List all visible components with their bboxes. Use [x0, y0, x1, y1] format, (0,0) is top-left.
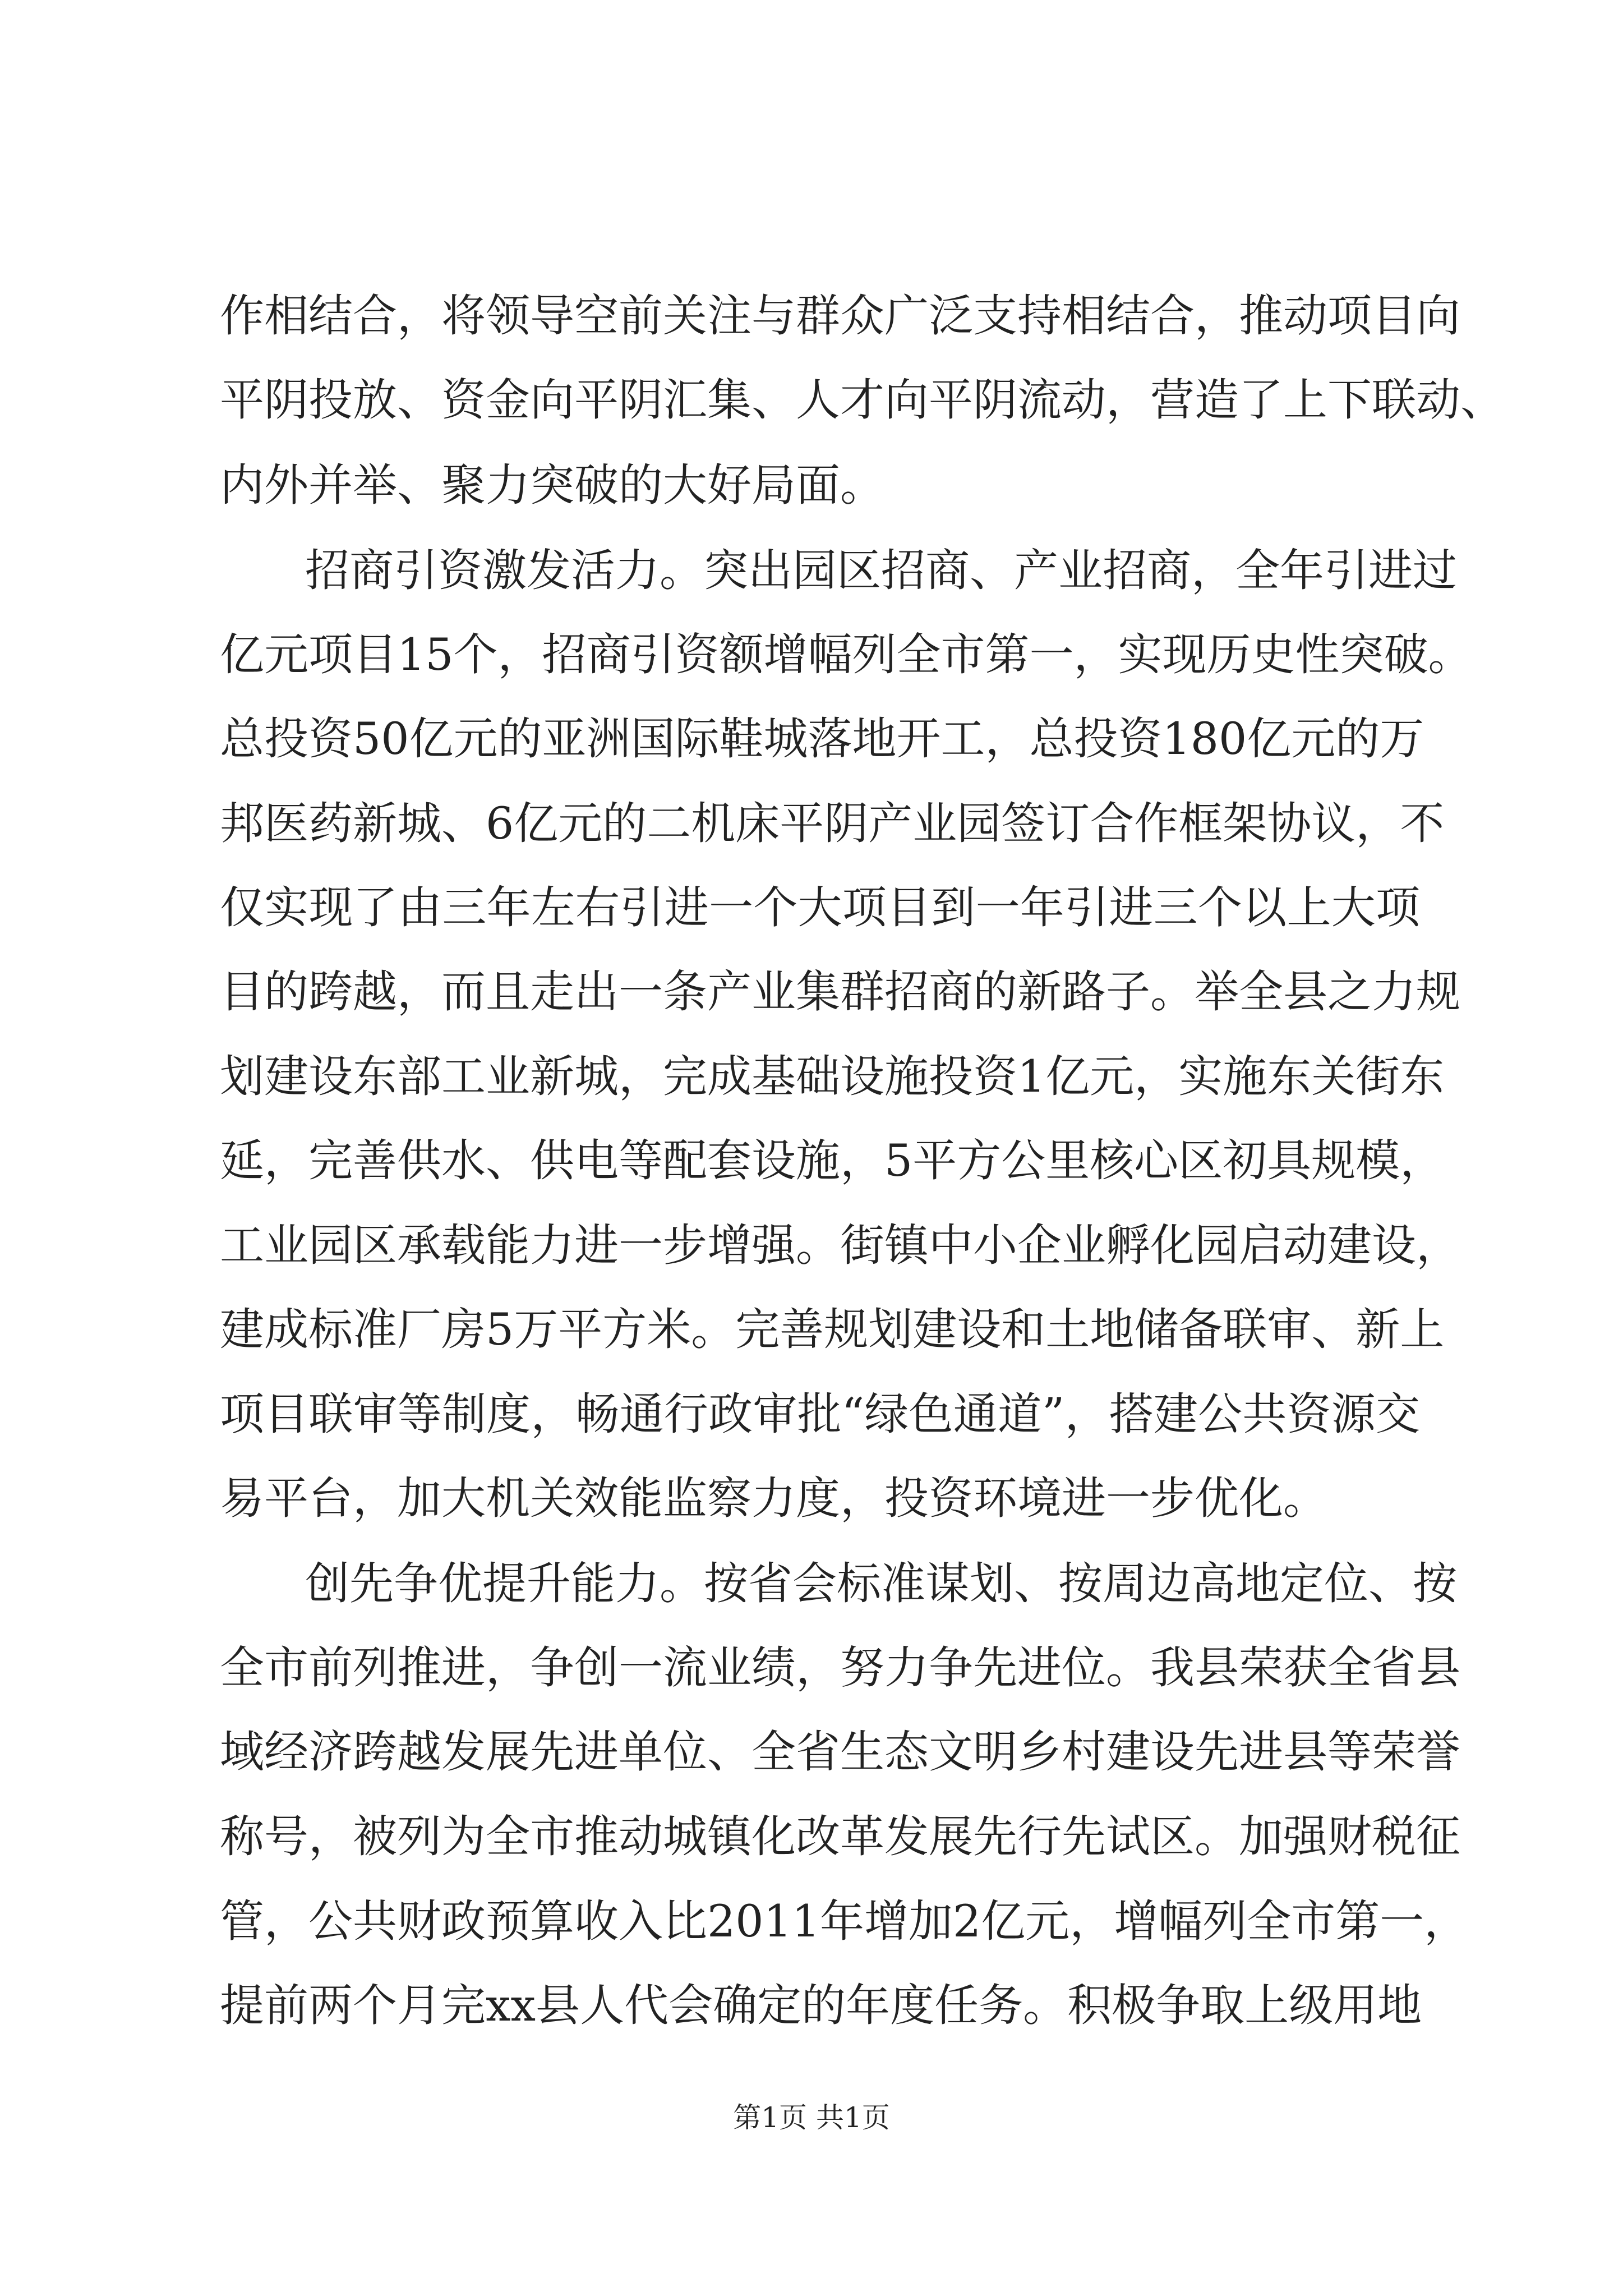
text-line: 亿元项目15个，招商引资额增幅列全市第一，实现历史性突破。	[220, 629, 1473, 680]
text-line: 平阴投放、资金向平阴汇集、人才向平阴流动，营造了上下联动、	[220, 374, 1505, 426]
text-line: 建成标准厂房5万平方米。完善规划建设和土地储备联审、新上	[220, 1304, 1445, 1355]
text-line: 管，公共财政预算收入比2011年增加2亿元，增幅列全市第一，	[220, 1895, 1469, 1947]
paragraph-first-line: 创先争优提升能力。按省会标准谋划、按周边高地定位、按	[305, 1558, 1457, 1609]
text-line: 全市前列推进，争创一流业绩，努力争先进位。我县荣获全省县	[220, 1642, 1460, 1694]
text-line: 称号，被列为全市推动城镇化改革发展先行先试区。加强财税征	[220, 1811, 1460, 1862]
text-line: 易平台，加大机关效能监察力度，投资环境进一步优化。	[220, 1473, 1327, 1524]
paragraph-first-line: 招商引资激发活力。突出园区招商、产业招商，全年引进过	[305, 545, 1457, 596]
text-line: 提前两个月完xx县人代会确定的年度任务。积极争取上级用地	[220, 1980, 1422, 2031]
page-number-footer: 第1页 共1页	[733, 2101, 890, 2134]
text-line: 划建设东部工业新城，完成基础设施投资1亿元，实施东关街东	[220, 1051, 1445, 1102]
text-line: 邦医药新城、6亿元的二机床平阴产业园签订合作框架协议，不	[220, 798, 1445, 849]
text-line: 工业园区承载能力进一步增强。街镇中小企业孵化园启动建设，	[220, 1220, 1460, 1271]
text-line: 总投资50亿元的亚洲国际鞋城落地开工，总投资180亿元的万	[220, 713, 1424, 765]
text-line: 仅实现了由三年左右引进一个大项目到一年引进三个以上大项	[220, 882, 1420, 933]
text-line: 域经济跨越发展先进单位、全省生态文明乡村建设先进县等荣誉	[220, 1726, 1460, 1778]
text-line: 延，完善供水、供电等配套设施，5平方公里核心区初具规模，	[220, 1135, 1445, 1186]
text-line: 项目联审等制度，畅通行政审批“绿色通道”，搭建公共资源交	[220, 1388, 1420, 1440]
text-line: 目的跨越，而且走出一条产业集群招商的新路子。举全县之力规	[220, 966, 1460, 1018]
text-line: 作相结合，将领导空前关注与群众广泛支持相结合，推动项目向	[220, 290, 1460, 342]
text-line: 内外并举、聚力突破的大好局面。	[220, 459, 884, 511]
